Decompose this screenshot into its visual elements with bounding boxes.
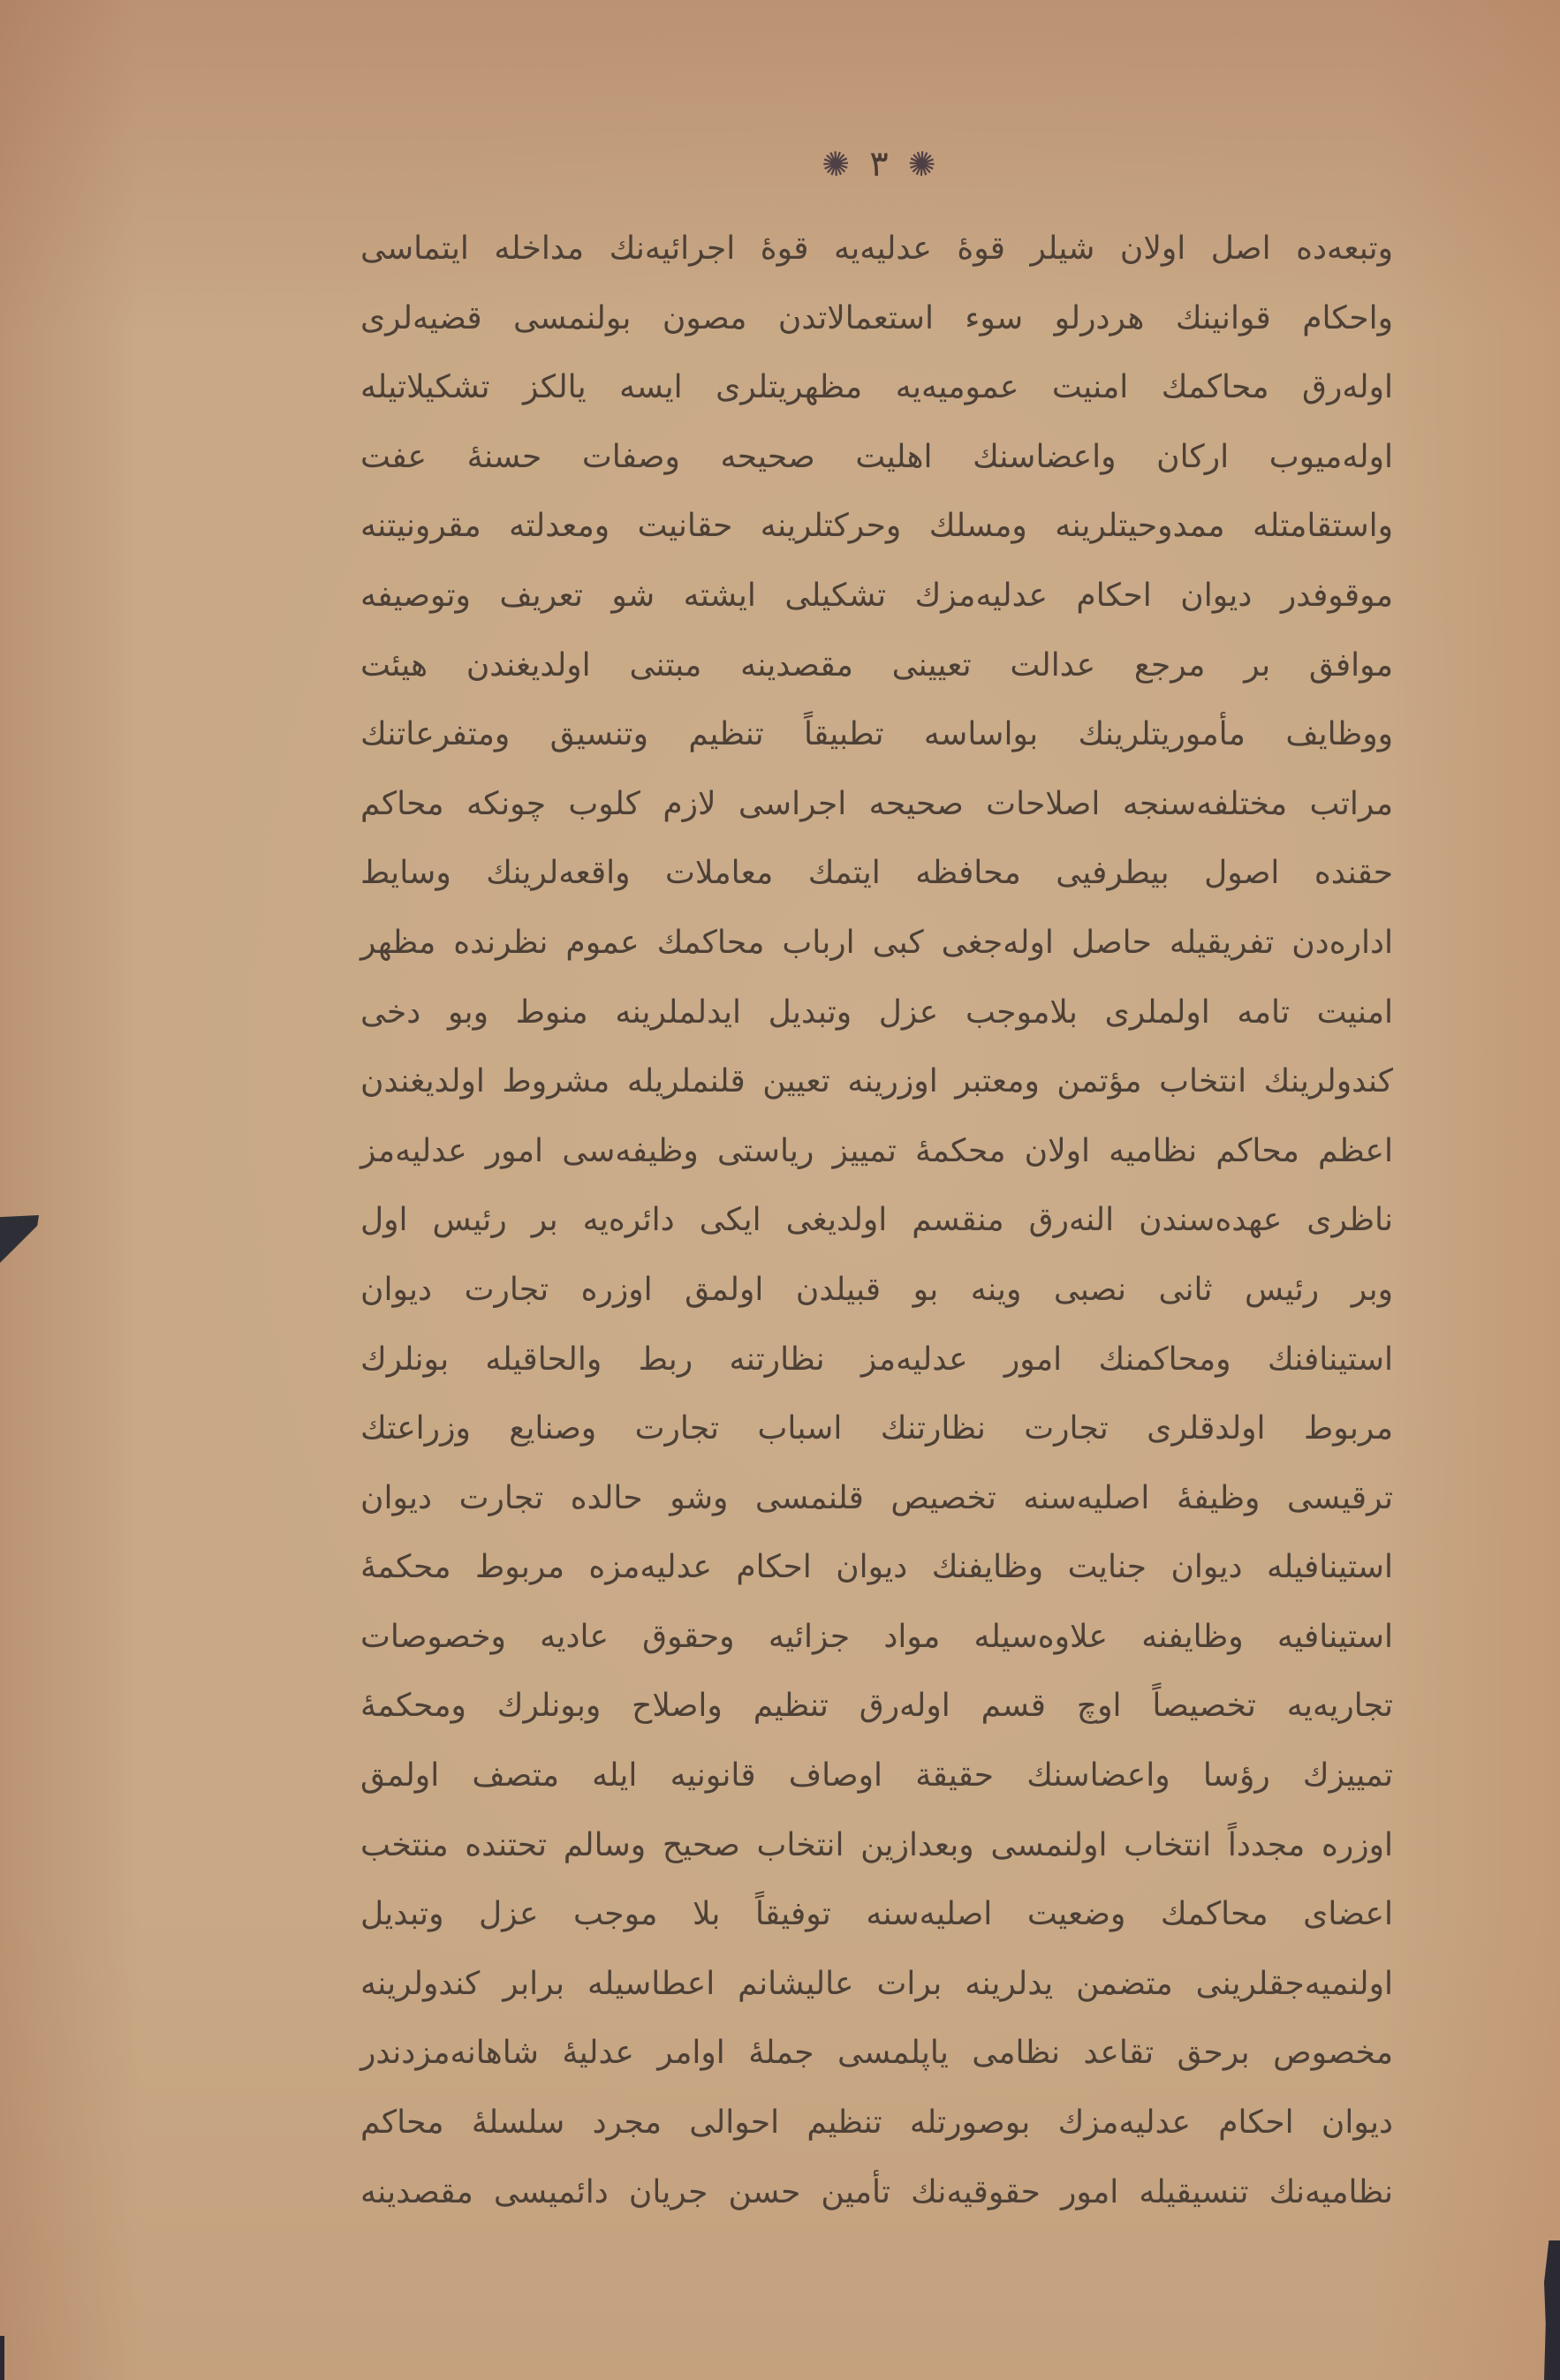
text-line: ناظری عهده‌سندن النه‌رق منقسم اولدیغی ایكی دائره‌یه بر رئیس اول	[360, 1202, 1393, 1239]
text-line: نظامیه‌نك تنسیقیله امور حقوقیه‌نك تأمین حسن جریان دائمیسی مقصدینه	[360, 2173, 1393, 2210]
body-text	[360, 215, 1393, 2227]
text-line: دیوان احكام عدلیه‌مزك بوصورتله تنظیم احوالی مجرد سلسلهٔ محاكم	[360, 2104, 1393, 2142]
text-line: استینافنك ومحاكمنك امور عدلیه‌مز نظارتنه ربط والحاقیله بونلرك	[360, 1341, 1393, 1378]
text-line: استینافیله دیوان جنایت وظایفنك دیوان احكام عدلیه‌مزه مربوط محكمهٔ	[360, 1549, 1393, 1586]
text-line: مراتب مختلفه‌سنجه اصلاحات صحیحه اجراسی لازم كلوب چونكه محاكم	[360, 785, 1393, 822]
text-line: وبر رئیس ثانی نصبی وینه بو قبیلدن اولمق اوزره تجارت دیوان	[360, 1271, 1393, 1308]
text-line: امنیت تامه اولملری بلاموجب عزل وتبدیل ایدلملرینه منوط وبو دخی	[360, 994, 1393, 1031]
page-edge-strip-right	[1544, 2240, 1560, 2380]
text-line: اولنمیه‌جقلرینی متضمن یدلرینه برات عالیشانم اعطاسیله برابر كندولرینه	[360, 1965, 1393, 2002]
text-line: اداره‌دن تفریقیله حاصل اوله‌جغی كبی ارباب محاكمك عموم نظرنده مظهر	[360, 924, 1393, 961]
text-line: ترقیسی وظیفهٔ اصلیه‌سنه تخصیص قلنمسی وشو حالده تجارت دیوان	[360, 1479, 1393, 1516]
text-line: استینافیه وظایفنه علاوه‌سیله مواد جزائیه وحقوق عادیه وخصوصات	[360, 1618, 1393, 1655]
text-line: مربوط اولدقلری تجارت نظارتنك اسباب تجارت وصنایع وزراعتك	[360, 1410, 1393, 1447]
text-line: موقوفدر دیوان احكام عدلیه‌مزك تشكیلی ایشته شو تعریف وتوصیفه	[360, 577, 1393, 614]
text-line: اوله‌میوب اركان واعضاسنك اهلیت صحیحه وصفات حسنهٔ عفت	[360, 438, 1393, 475]
text-line: كندولرینك انتخاب مؤتمن ومعتبر اوزرینه تعیین قلنملریله مشروط اولدیغندن	[360, 1063, 1393, 1100]
text-line: اعضای محاكمك وضعیت اصلیه‌سنه توفیقاً بلا موجب عزل وتبدیل	[360, 1896, 1393, 1933]
text-line: حقنده اصول بیطرفیی محافظه ایتمك معاملات واقعه‌لرینك وسایط	[360, 855, 1393, 892]
text-line: اعظم محاكم نظامیه اولان محكمهٔ تمییز ریاستی وظیفه‌سی امور عدلیه‌مز	[360, 1132, 1393, 1169]
text-line: تمییزك رؤسا واعضاسنك حقیقة اوصاف قانونیه ایله متصف اولمق	[360, 1757, 1393, 1794]
text-line: وتبعه‌ده اصل اولان شیلر قوهٔ عدلیه‌یه قوهٔ اجرائیه‌نك مداخله ایتماسی	[360, 230, 1393, 267]
floral-ornament-icon	[903, 144, 941, 185]
text-line: واحكام قوانینك هردرلو سوء استعمالاتدن مصون بولنمسی قضیه‌لری	[360, 299, 1393, 336]
page-number: ٣	[869, 144, 889, 185]
page-header	[799, 131, 958, 198]
floral-ornament-icon	[817, 144, 855, 185]
page-edge-mark-left	[0, 1215, 39, 1263]
text-line: تجاریه‌یه تخصیصاً اوچ قسم اوله‌رق تنظیم واصلاح وبونلرك ومحكمهٔ	[360, 1688, 1393, 1725]
text-line: موافق بر مرجع عدالت تعیینی مقصدینه مبتنی اولدیغندن هیئت	[360, 646, 1393, 684]
text-line: ووظایف مأموریتلرینك بواساسه تطبیقاً تنظیم وتنسیق ومتفرعاتنك	[360, 716, 1393, 753]
page-edge-strip-left	[0, 2336, 4, 2380]
text-line: واستقامتله ممدوحیتلرینه ومسلك وحركتلرینه حقانیت ومعدلته مقرونیتنه	[360, 508, 1393, 545]
text-line: اوله‌رق محاكمك امنیت عمومیه‌یه مظهریتلری ایسه یالكز تشكیلاتیله	[360, 369, 1393, 406]
text-line: مخصوص برحق تقاعد نظامی یاپلمسی جملهٔ اوامر عدلیهٔ شاهانه‌مزدندر	[360, 2035, 1393, 2072]
text-line: اوزره مجدداً انتخاب اولنمسی وبعدازین انتخاب صحیح وسالم تحتنده منتخب	[360, 1826, 1393, 1863]
